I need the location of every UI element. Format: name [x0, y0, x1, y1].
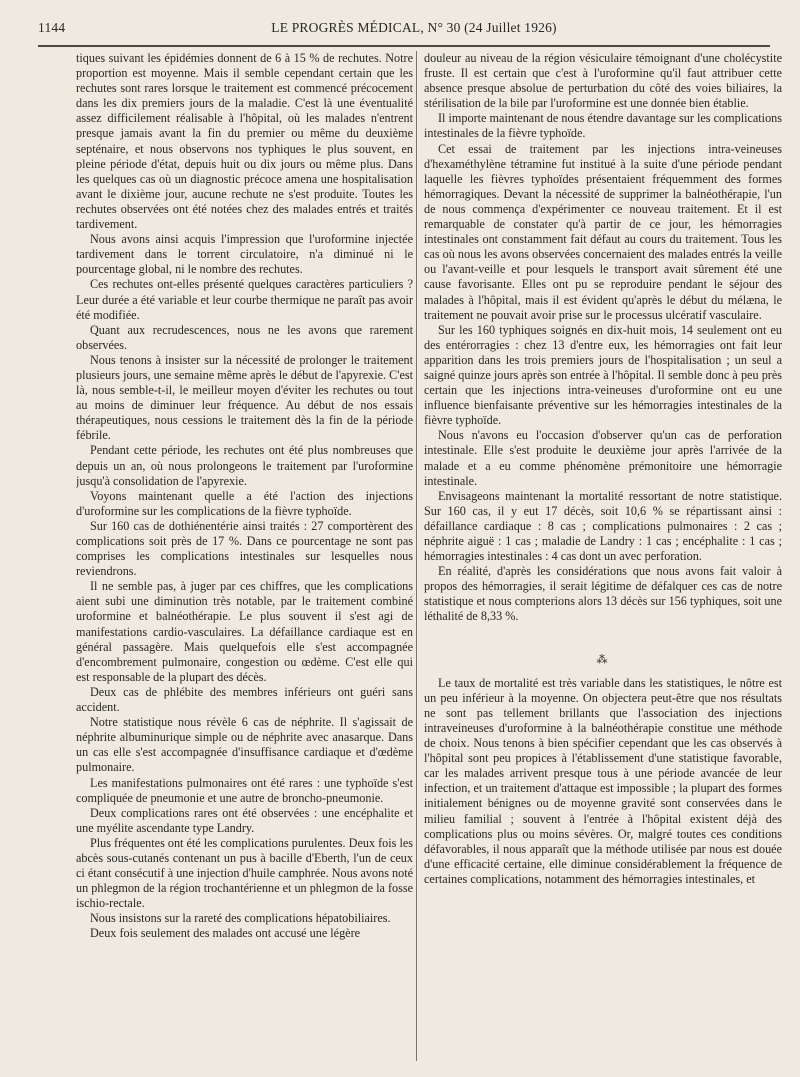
paragraph: Nous insistons sur la rareté des complications hépatobiliaires.: [90, 911, 391, 926]
paragraph: Nous avons ainsi acquis l'impression que l'uroformine injectée tardivement dans le torrent circulatoire, n'a diminué ni le pourcentage global, ni le nombre des rechutes.: [76, 232, 413, 277]
paragraph: Deux cas de phlébite des membres inférieurs ont guéri sans accident.: [76, 684, 413, 715]
paragraph: Il importe maintenant de nous étendre davantage sur les complications intestinales de la fièvre typhoïde.: [424, 111, 782, 141]
paragraph: Nous tenons à insister sur la nécessité de prolonger le traitement plusieurs jours, une semaine même après le début de l'apyrexie. C'est là, nous semble-t-il, le meilleur moyen d'éviter les rechutes ou tout au moins de diminuer leur fréquence. Au début de nos essais thérapeutiques, nous cessions le traitement dès la fin de la période fébrile.: [76, 352, 413, 443]
column-divider: [416, 51, 417, 1061]
paragraph: Pendant cette période, les rechutes ont été plus nombreuses que depuis un an, où nous prolongeons le traitement par l'uroformine jusqu'à consolidation de l'apyrexie.: [76, 443, 413, 488]
paragraph: Sur 160 cas de dothiénentérie ainsi traités : 27 comportèrent des complications soit près de 17 %. Dans ce pourcentage ne sont pas comprises les complications intestinales sur lesquelles nous reviendrons.: [76, 518, 413, 579]
header-rule: [38, 45, 770, 47]
paragraph: Deux fois seulement des malades ont accusé une légère: [90, 926, 361, 941]
paragraph: Cet essai de traitement par les injections intra-veineuses d'hexaméthylène tétramine fut institué à la suite d'une période pendant laquelle les fièvres typhoïdes présentaient fréquemment des formes hémorragiques. Devant la nécessité de supprimer la balnéothérapie, l'un de nous commença d'expérimenter ce nouveau traitement. Et il est remarquable de constater qu'à partir de ce jour, les hémorragies intestinales ont constamment fait défaut au cours du traitement. Tous les cas où nous les avons observées concernaient des malades entrés la veille ou l'avant-veille et pour lesquels le transport avait sûrement été une cause favorisante. Elles ont pu se reproduire pendant le séjour des malades à l'hôpital, mais il est évident qu'après le début du mélæna, le traitement ne pouvait avoir prise sur le processus ulcératif vasculaire.: [424, 141, 782, 322]
paragraph: Nous n'avons eu l'occasion d'observer qu'un cas de perforation intestinale. Elle s'est produite le deuxième jour après l'arrivée de la malade et a eu comme phénomène prémonitoire une hémorragie intestinale.: [424, 428, 782, 488]
paragraph: En réalité, d'après les considérations que nous avons fait valoir à propos des hémorragies, il serait légitime de défalquer ces cas de notre statistique et nous compterions alors 13 décès sur 156 typhiques, soit une léthalité de 8,33 %.: [424, 564, 782, 624]
section-separator: ⁂: [596, 653, 610, 666]
paragraph: Quant aux recrudescences, nous ne les avons que rarement observées.: [76, 322, 413, 352]
paragraph: Voyons maintenant quelle a été l'action des injections d'uroformine sur les complications de la fièvre typhoïde.: [76, 488, 413, 518]
journal-title: LE PROGRÈS MÉDICAL, N° 30 (24 Juillet 1926): [271, 20, 557, 35]
right-column: [424, 51, 782, 1061]
paragraph: Envisageons maintenant la mortalité ressortant de notre statistique. Sur 160 cas, il y eut 17 décès, soit 10,6 % se répartissant ainsi : défaillance cardiaque : 8 cas ; complications pulmonaires : 2 cas ; néphrite aiguë : 1 cas ; maladie de Landry : 1 cas ; encéphalite : 1 cas ; hémorragies intestinales : 4 cas dont un avec perforation.: [424, 488, 782, 564]
paragraph: Notre statistique nous révèle 6 cas de néphrite. Il s'agissait de néphrite albuminurique simple ou de néphrite avec anasarque. Dans un cas elle s'est accompagnée d'insuffisance cardiaque et d'œdème pulmonaire.: [76, 715, 413, 775]
paragraph: Ces rechutes ont-elles présenté quelques caractères particuliers ? Leur durée a été variable et leur courbe thermique ne paraît pas avoir été modifiée.: [76, 277, 413, 322]
paragraph: Deux complications rares ont été observées : une encéphalite et une myélite ascendante type Landry.: [76, 805, 413, 835]
paragraph: Le taux de mortalité est très variable dans les statistiques, le nôtre est un peu inférieur à la moyenne. On objectera peut-être que nos résultats ne sont pas tellement brillants que l'association des injections intraveineuses d'uroformine à la balnéothérapie constitue une méthode de choix. Nous tenons à bien spécifier cependant que les cas observés à l'hôpital sont peu propices à l'établissement d'une statistique favorable, car les malades arrivent presque tous à une période avancée de leur infection, et un traitement d'attaque est impossible ; la plupart des formes initialement bénignes ou de moyenne gravité sont conservées dans le milieu familial ; souvent à l'entrée à l'hôpital existent déjà des complications plus ou moins sévères. Or, malgré toutes ces conditions défavorables, il nous apparaît que la méthode utilisée par nous est douée d'une efficacité certaine, elle diminue considérablement la fréquence de certaines complications, notamment des hémorragies intestinales, et: [424, 675, 782, 886]
paragraph: tiques suivant les épidémies donnent de 6 à 15 % de rechutes. Notre proportion est moyenne. Mais il semble cependant certain que les rechutes sont rares lorsque le traitement est commencé précocement dans les dix premiers jours de la maladie. C'est là une éventualité assez difficilement réalisable à l'hôpital, où les malades n'entrent presque jamais avant la fin du premier ou même du deuxième septénaire, et nous observons nos typhiques le plus souvent, en pleine période d'état, depuis huit ou dix jours ou même plus. Dans les quelques cas où un diagnostic précoce amena une hospitalisation avant le dixième jour, aucune rechute ne s'est produite. Toutes les rechutes observées ont été notées chez des malades entrés et traités tardivement.: [76, 51, 413, 232]
paragraph: Plus fréquentes ont été les complications purulentes. Deux fois les abcès sous-cutanés contenant un pus à bacille d'Eberth, l'un de ceux ci étant consécutif à une injection d'huile camphrée. Nous avons noté un phlegmon de la région trochantérienne et un phlegmon de la fosse ischio-rectale.: [76, 835, 413, 911]
paragraph: douleur au niveau de la région vésiculaire témoignant d'une cholécystite fruste. Il est certain que c'est à l'uroformine qu'il faut attribuer cette absence presque absolue de perturbation du côté des voies biliaires, la stérilisation de la bile par l'uroformine est une donnée bien établie.: [424, 51, 782, 111]
page-header: [38, 20, 770, 42]
paragraph: Les manifestations pulmonaires ont été rares : une typhoïde s'est compliquée de pneumonie et une autre de broncho-pneumonie.: [76, 775, 413, 805]
left-column: [76, 51, 413, 1061]
paragraph: Il ne semble pas, à juger par ces chiffres, que les complications aient subi une diminution très notable, par le traitement combiné uroformine et balnéothérapie. Le plus souvent il s'est agi de manifestations cardio-vasculaires. La défaillance cardiaque est en général passagère. Mais quelquefois elle s'est accompagnée d'encombrement pulmonaire, congestion ou œdème. C'est elle qui est responsable de la plupart des décès.: [76, 579, 413, 684]
paragraph: Sur les 160 typhiques soignés en dix-huit mois, 14 seulement ont eu des entérorragies : chez 13 d'entre eux, les hémorragies ont fait leur apparition dans les trois premiers jours de l'hospitalisation ; un seul a saigné quinze jours après son entrée à l'hôpital. Il semble donc à peu près certain que les injections intra-veineuses d'uroformine ont eu une influence bienfaisante préventive sur les hémorragies intestinales de la fièvre typhoïde.: [424, 322, 782, 428]
page-number: 1144: [38, 20, 66, 35]
